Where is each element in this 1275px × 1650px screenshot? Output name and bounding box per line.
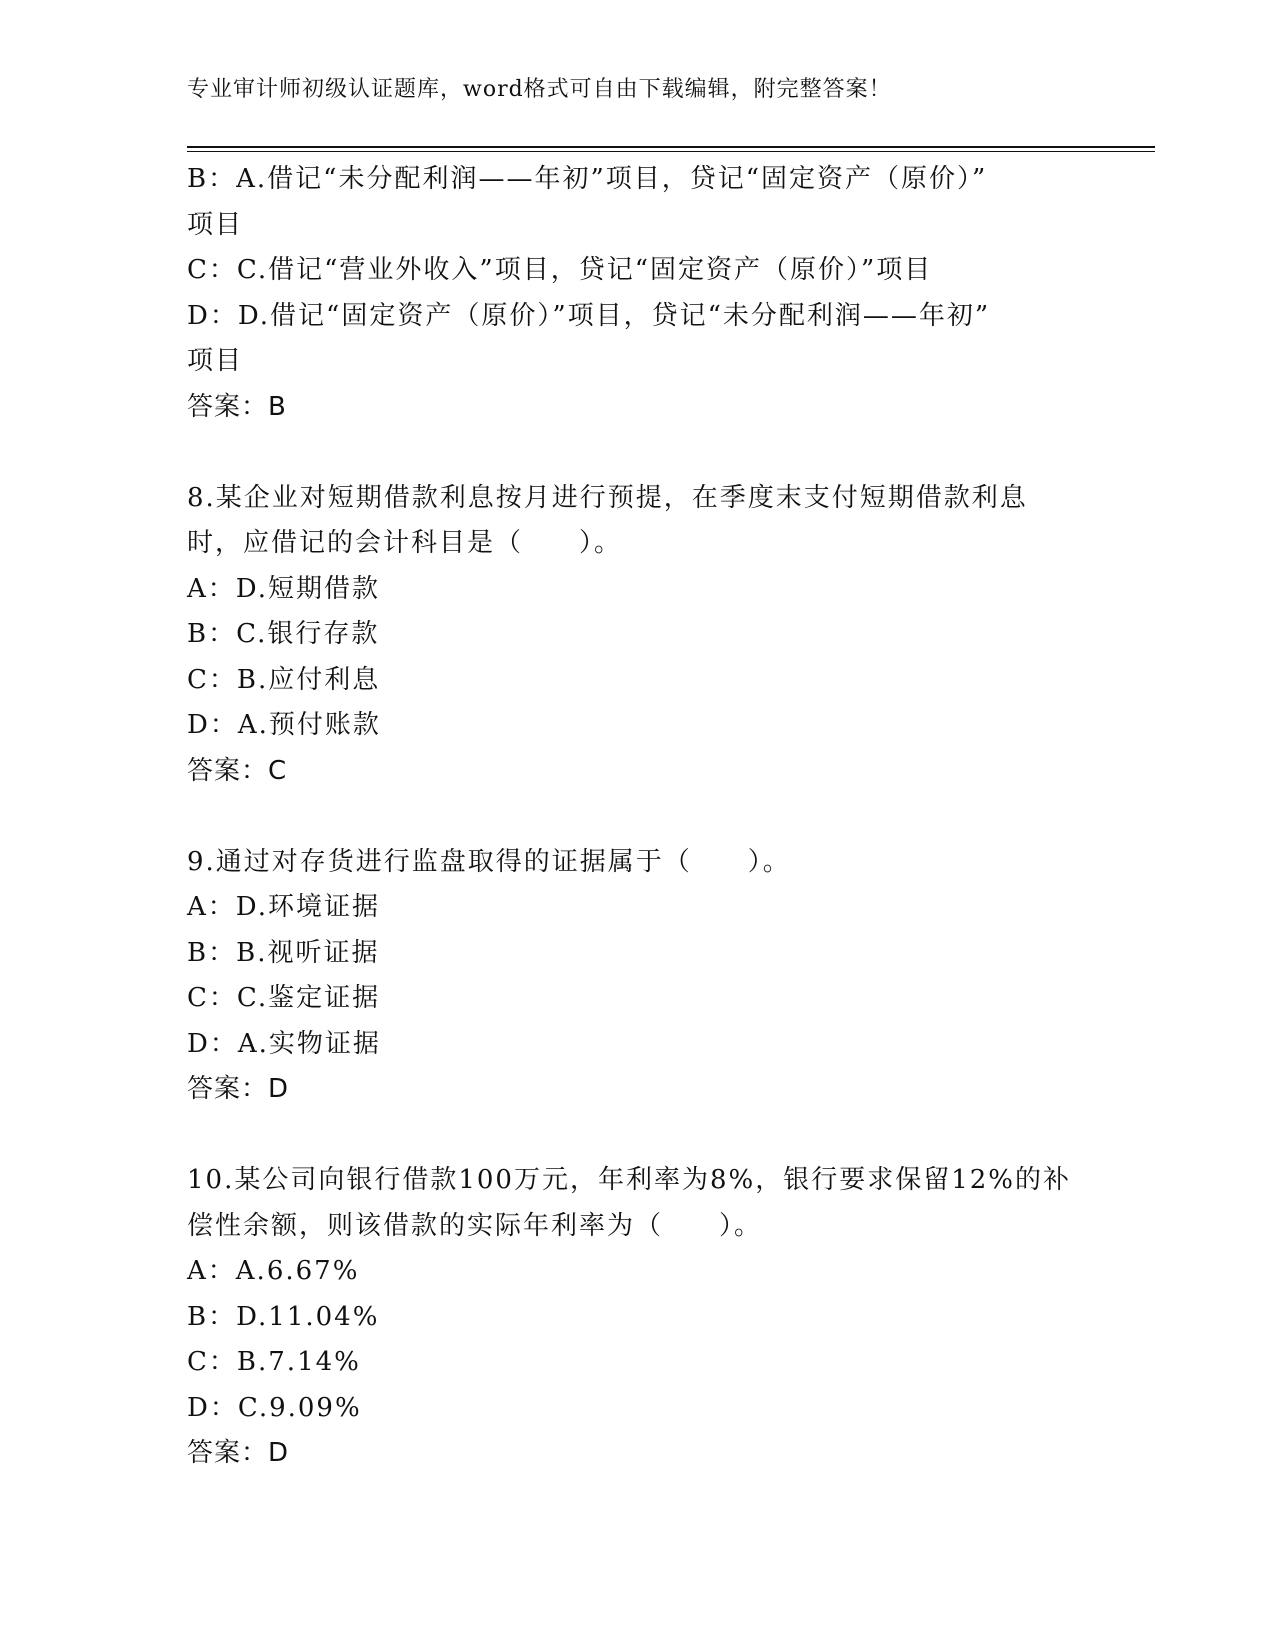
option-d: D：C.9.09% [187, 1392, 362, 1423]
option-c: C：B.7.14% [187, 1347, 361, 1377]
spacer [187, 430, 1087, 476]
option-d: D：A.预付账款 [187, 710, 381, 740]
option-c: C：B.应付利息 [187, 664, 381, 695]
question-stem: 10.某公司向银行借款100万元，年利率为8%，银行要求保留12%的补 [187, 1165, 1072, 1195]
question-stem-wrap: 偿性余额，则该借款的实际年利率为（ ）。 [187, 1210, 763, 1241]
option-b: B：D.11.04% [187, 1301, 380, 1332]
option-b-wrap: 项目 [187, 209, 244, 240]
question-stem-wrap: 时，应借记的会计科目是（ ）。 [187, 528, 623, 558]
option-d: D：A.实物证据 [187, 1028, 381, 1059]
answer: 答案：B [187, 391, 287, 422]
option-a: A：D.短期借款 [187, 573, 380, 604]
option-c: C：C.借记“营业外收入”项目，贷记“固定资产（原价）”项目 [187, 255, 933, 285]
question-7-continued [187, 157, 1087, 430]
question-10 [187, 1158, 1087, 1477]
option-c: C：C.鉴定证据 [187, 983, 381, 1013]
question-stem: 9.通过对存货进行监盘取得的证据属于（ ）。 [187, 846, 791, 877]
option-d-wrap: 项目 [187, 346, 244, 376]
option-b: B：B.视听证据 [187, 937, 380, 968]
answer: 答案：C [187, 755, 288, 786]
spacer [187, 1113, 1087, 1159]
page-header: 专业审计师初级认证题库，word格式可自由下载编辑，附完整答案！ [187, 77, 892, 102]
option-a: A：D.环境证据 [187, 892, 380, 922]
question-content [187, 157, 1087, 1477]
option-b: B：C.银行存款 [187, 619, 380, 649]
question-9 [187, 840, 1087, 1113]
answer: 答案：D [187, 1074, 290, 1104]
option-b: B：A.借记“未分配利润——年初”项目，贷记“固定资产（原价）” [187, 164, 988, 194]
spacer [187, 794, 1087, 840]
question-stem: 8.某企业对短期借款利息按月进行预提，在季度末支付短期借款利息 [187, 482, 1028, 513]
answer: 答案：D [187, 1438, 290, 1468]
question-8 [187, 476, 1087, 795]
option-d: D：D.借记“固定资产（原价）”项目，贷记“未分配利润——年初” [187, 300, 991, 331]
header-divider [187, 146, 1155, 152]
option-a: A：A.6.67% [187, 1256, 360, 1286]
